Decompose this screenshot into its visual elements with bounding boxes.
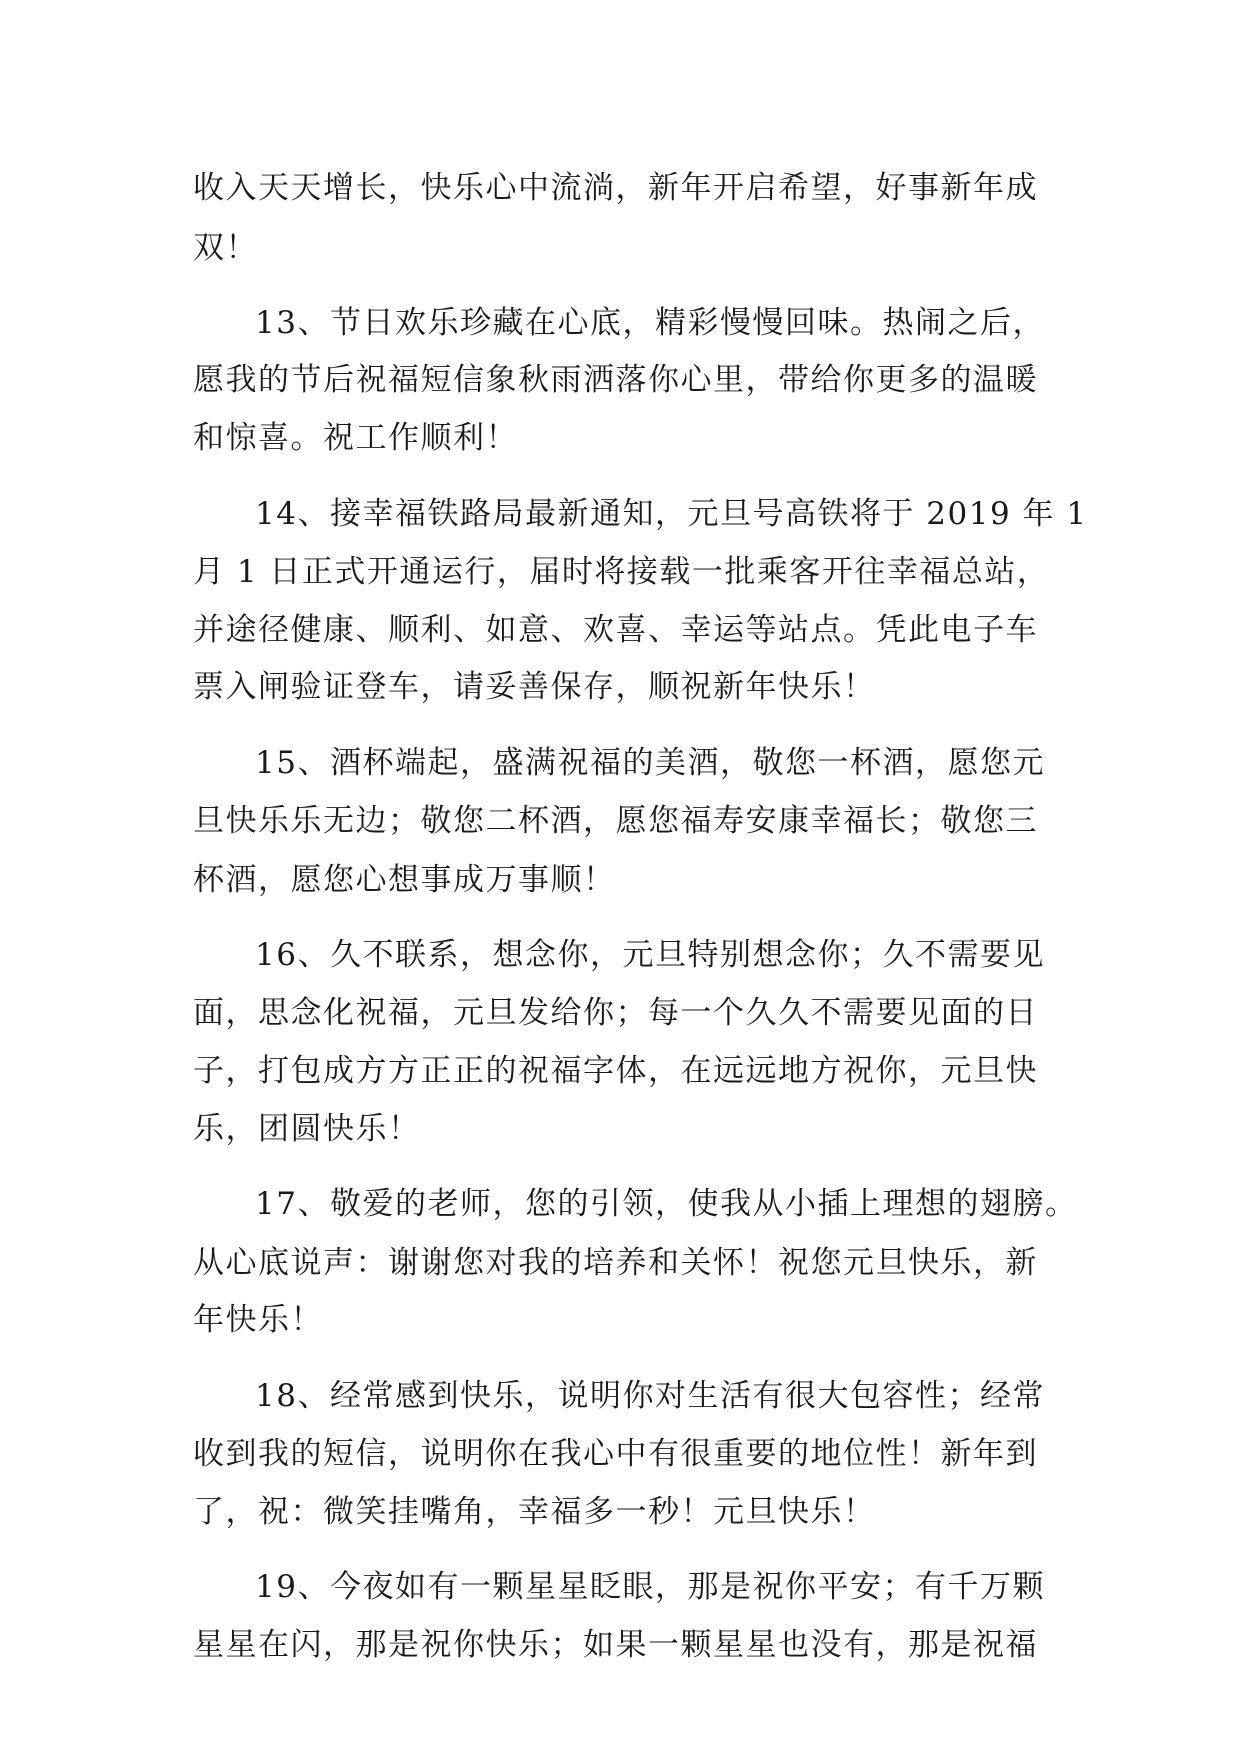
text-line: 旦快乐乐无边；敬您二杯酒，愿您福寿安康幸福长；敬您三 [193, 803, 1038, 839]
text-line: 从心底说声：谢谢您对我的培养和关怀！祝您元旦快乐，新 [193, 1245, 1038, 1281]
text-line: 收入天天增长，快乐心中流淌，新年开启希望，好事新年成 [193, 170, 1038, 206]
paragraph-19-line: 19、今夜如有一颗星星眨眼，那是祝你平安；有千万颗 [255, 1569, 1045, 1605]
text-line: 愿我的节后祝福短信象秋雨洒落你心里，带给你更多的温暖 [193, 362, 1038, 398]
text-line: 双！ [193, 230, 258, 266]
text-line: 票入闸验证登车，请妥善保存，顺祝新年快乐！ [193, 669, 876, 705]
text-line: 和惊喜。祝工作顺利！ [193, 420, 518, 456]
text-line: 收到我的短信，说明你在我心中有很重要的地位性！新年到 [193, 1436, 1038, 1472]
paragraph-18-line: 18、经常感到快乐，说明你对生活有很大包容性；经常 [255, 1378, 1045, 1414]
paragraph-15-line: 15、酒杯端起，盛满祝福的美酒，敬您一杯酒，愿您元 [255, 745, 1045, 781]
text-line: 年快乐！ [193, 1302, 323, 1338]
paragraph-13-line: 13、节日欢乐珍藏在心底，精彩慢慢回味。热闹之后， [255, 305, 1045, 341]
paragraph-14-line: 14、接幸福铁路局最新通知，元旦号高铁将于 2019 年 1 [255, 496, 1088, 532]
text-line: 月 1 日正式开通运行，届时将接载一批乘客开往幸福总站， [193, 554, 1050, 590]
text-line: 星星在闪，那是祝你快乐；如果一颗星星也没有，那是祝福 [193, 1627, 1038, 1663]
text-line: 乐，团圆快乐！ [193, 1111, 421, 1147]
paragraph-16-line: 16、久不联系，想念你，元旦特别想念你；久不需要见 [255, 937, 1045, 973]
text-line: 面，思念化祝福，元旦发给你；每一个久久不需要见面的日 [193, 995, 1038, 1031]
paragraph-17-line: 17、敬爱的老师，您的引领，使我从小插上理想的翅膀。 [255, 1186, 1078, 1222]
text-line: 杯酒，愿您心想事成万事顺！ [193, 862, 616, 898]
text-line: 了，祝：微笑挂嘴角，幸福多一秒！元旦快乐！ [193, 1494, 876, 1530]
text-line: 子，打包成方方正正的祝福字体，在远远地方祝你，元旦快 [193, 1053, 1038, 1089]
text-line: 并途径健康、顺利、如意、欢喜、幸运等站点。凭此电子车 [193, 612, 1038, 648]
